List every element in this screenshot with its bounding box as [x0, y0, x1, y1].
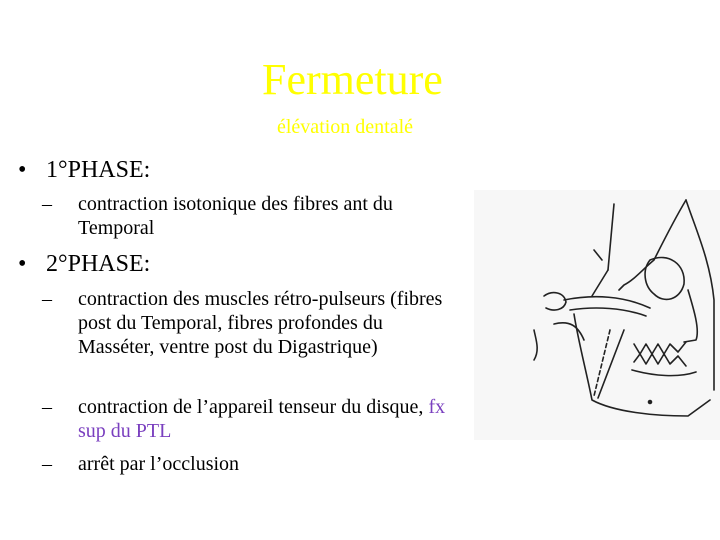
dash-marker: –: [42, 193, 52, 215]
sub-item-text: arrêt par l’occlusion: [78, 453, 240, 475]
sub-item: [42, 192, 458, 240]
sub-item-text-plain: contraction de l’appareil tenseur du disque,: [78, 396, 424, 418]
bullet-phase-2: [18, 250, 150, 278]
dash-marker: –: [42, 453, 52, 475]
dash-marker: –: [42, 288, 52, 310]
sub-item-text: contraction isotonique des fibres ant du Temporal: [78, 193, 393, 239]
highlight-text: fx sup du PTL: [78, 396, 446, 442]
sub-item: [42, 395, 458, 443]
sub-item-text: contraction des muscles rétro-pulseurs (fibres post du Temporal, fibres profondes du Masséter, ventre post du Digastrique): [78, 288, 443, 358]
sub-item-text: [78, 395, 458, 443]
bullet-label: 2°PHASE:: [46, 251, 151, 277]
skull-drawing: [474, 190, 720, 440]
dash-marker: –: [42, 396, 52, 418]
skull-jaw-illustration: [474, 190, 720, 440]
slide-subtitle: élévation dentalé: [277, 116, 414, 138]
bullet-marker: •: [18, 251, 27, 277]
slide-title: Fermeture: [262, 55, 443, 104]
bullet-phase-1: [18, 156, 150, 184]
sub-item: [42, 452, 458, 476]
bullet-marker: •: [18, 157, 27, 183]
bullet-label: 1°PHASE:: [46, 157, 151, 183]
sub-item: [42, 287, 458, 359]
